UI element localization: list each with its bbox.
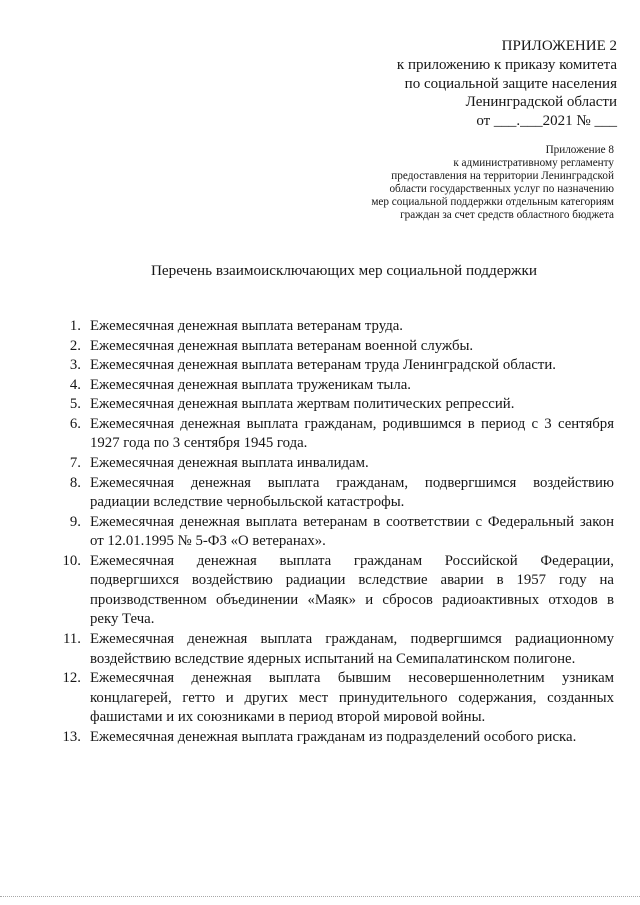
item-text <box>90 317 614 337</box>
appendix-title: ПРИЛОЖЕНИЕ 2 <box>501 38 617 54</box>
item-text-line: от 12.01.1995 № 5-ФЗ «О ветеранах». <box>90 533 326 550</box>
item-text <box>90 337 614 357</box>
item-text-line: Ежемесячная денежная выплата труженикам тыла. <box>90 376 412 393</box>
item-number: 9. <box>69 513 81 530</box>
item-text-line: Ежемесячная денежная выплата ветеранам труда. <box>90 318 403 334</box>
item-text <box>90 669 614 728</box>
list-item <box>48 454 614 474</box>
sub-appendix-title: Приложение 8 <box>545 144 614 156</box>
list-item <box>48 415 614 454</box>
appendix-line: к приложению к приказу комитета <box>396 56 617 73</box>
list-item <box>48 376 614 396</box>
item-number: 2. <box>69 337 81 354</box>
list-item <box>48 356 614 376</box>
list-item <box>48 513 614 552</box>
list-item <box>48 728 614 748</box>
item-text-line: концлагерей, гетто и других мест принудительного содержания, созданных <box>90 689 614 706</box>
list-item <box>48 317 614 337</box>
item-text-line: производственном объединении «Маяк» и сбросов радиоактивных отходов в <box>90 591 614 608</box>
document-title: Перечень взаимоисключающих мер социальной поддержки <box>150 262 538 279</box>
item-number: 8. <box>69 474 81 491</box>
item-text-line: радиации вследствие чернобыльской катастрофы. <box>90 494 405 511</box>
sub-appendix-line: предоставления на территории Ленинградской <box>391 169 614 182</box>
item-number: 12. <box>62 670 81 687</box>
item-text <box>90 415 614 454</box>
item-text <box>90 728 614 748</box>
item-text-line: Ежемесячная денежная выплата инвалидам. <box>90 454 369 471</box>
item-text-line: Ежемесячная денежная выплата гражданам из подразделений особого риска. <box>90 728 577 745</box>
item-number: 13. <box>62 728 81 745</box>
item-text-line: реку Теча. <box>90 611 155 628</box>
list-item <box>48 474 614 513</box>
measures-list <box>48 317 614 747</box>
item-text <box>90 454 614 474</box>
item-text-line: подвергшихся воздействию радиации вследствие аварии в 1957 году на <box>90 572 614 589</box>
item-text <box>90 395 614 415</box>
item-text <box>90 356 614 376</box>
sub-appendix-line: мер социальной поддержки отдельным категориям <box>371 195 614 208</box>
item-text <box>90 474 614 513</box>
sub-appendix-header <box>371 144 614 221</box>
item-text-line: Ежемесячная денежная выплата бывшим несовершеннолетним узникам <box>90 670 614 687</box>
sub-appendix-line: граждан за счет средств областного бюджета <box>400 208 614 221</box>
item-text-line: Ежемесячная денежная выплата гражданам, родившимся в период с 3 сентября <box>90 415 614 432</box>
item-text-line: Ежемесячная денежная выплата гражданам Российской Федерации, <box>90 552 614 569</box>
item-text-line: 1927 года по 3 сентября 1945 года. <box>90 435 308 452</box>
appendix-date-line: от ___.___2021 № ___ <box>476 113 617 130</box>
item-number: 7. <box>69 454 81 471</box>
list-item <box>48 630 614 669</box>
item-text <box>90 376 614 396</box>
item-number: 1. <box>69 318 81 334</box>
scan-edge-dots <box>0 896 640 897</box>
item-number: 4. <box>69 376 81 393</box>
list-item <box>48 395 614 415</box>
item-text-line: воздействию вследствие ядерных испытаний на Семипалатинском полигоне. <box>90 650 576 667</box>
item-number: 11. <box>63 631 81 647</box>
item-text-line: Ежемесячная денежная выплата ветеранам военной службы. <box>90 337 474 354</box>
item-text-line: Ежемесячная денежная выплата гражданам, подвергшимся радиационному <box>90 631 614 647</box>
item-text-line: Ежемесячная денежная выплата ветеранам труда Ленинградской области. <box>90 357 557 374</box>
sub-appendix-line: к административному регламенту <box>453 156 614 169</box>
item-number: 3. <box>69 357 81 374</box>
item-text <box>90 630 614 669</box>
item-text-line: Ежемесячная денежная выплата жертвам политических репрессий. <box>90 396 515 413</box>
list-item <box>48 669 614 728</box>
item-number: 6. <box>69 415 81 432</box>
item-text-line: Ежемесячная денежная выплата гражданам, подвергшимся воздействию <box>90 474 614 491</box>
item-text-line: Ежемесячная денежная выплата ветеранам в соответствии с Федеральный закон <box>90 513 614 530</box>
appendix-header <box>397 37 617 131</box>
appendix-line: Ленинградской области <box>465 94 617 111</box>
list-item <box>48 552 614 630</box>
item-text <box>90 552 614 630</box>
item-number: 10. <box>62 552 81 569</box>
sub-appendix-line: области государственных услуг по назначению <box>389 182 614 195</box>
item-number: 5. <box>69 396 81 413</box>
appendix-line: по социальной защите населения <box>404 75 617 92</box>
list-item <box>48 337 614 357</box>
item-text <box>90 513 614 552</box>
item-text-line: фашистами и их союзниками в период второй мировой войны. <box>90 709 486 726</box>
